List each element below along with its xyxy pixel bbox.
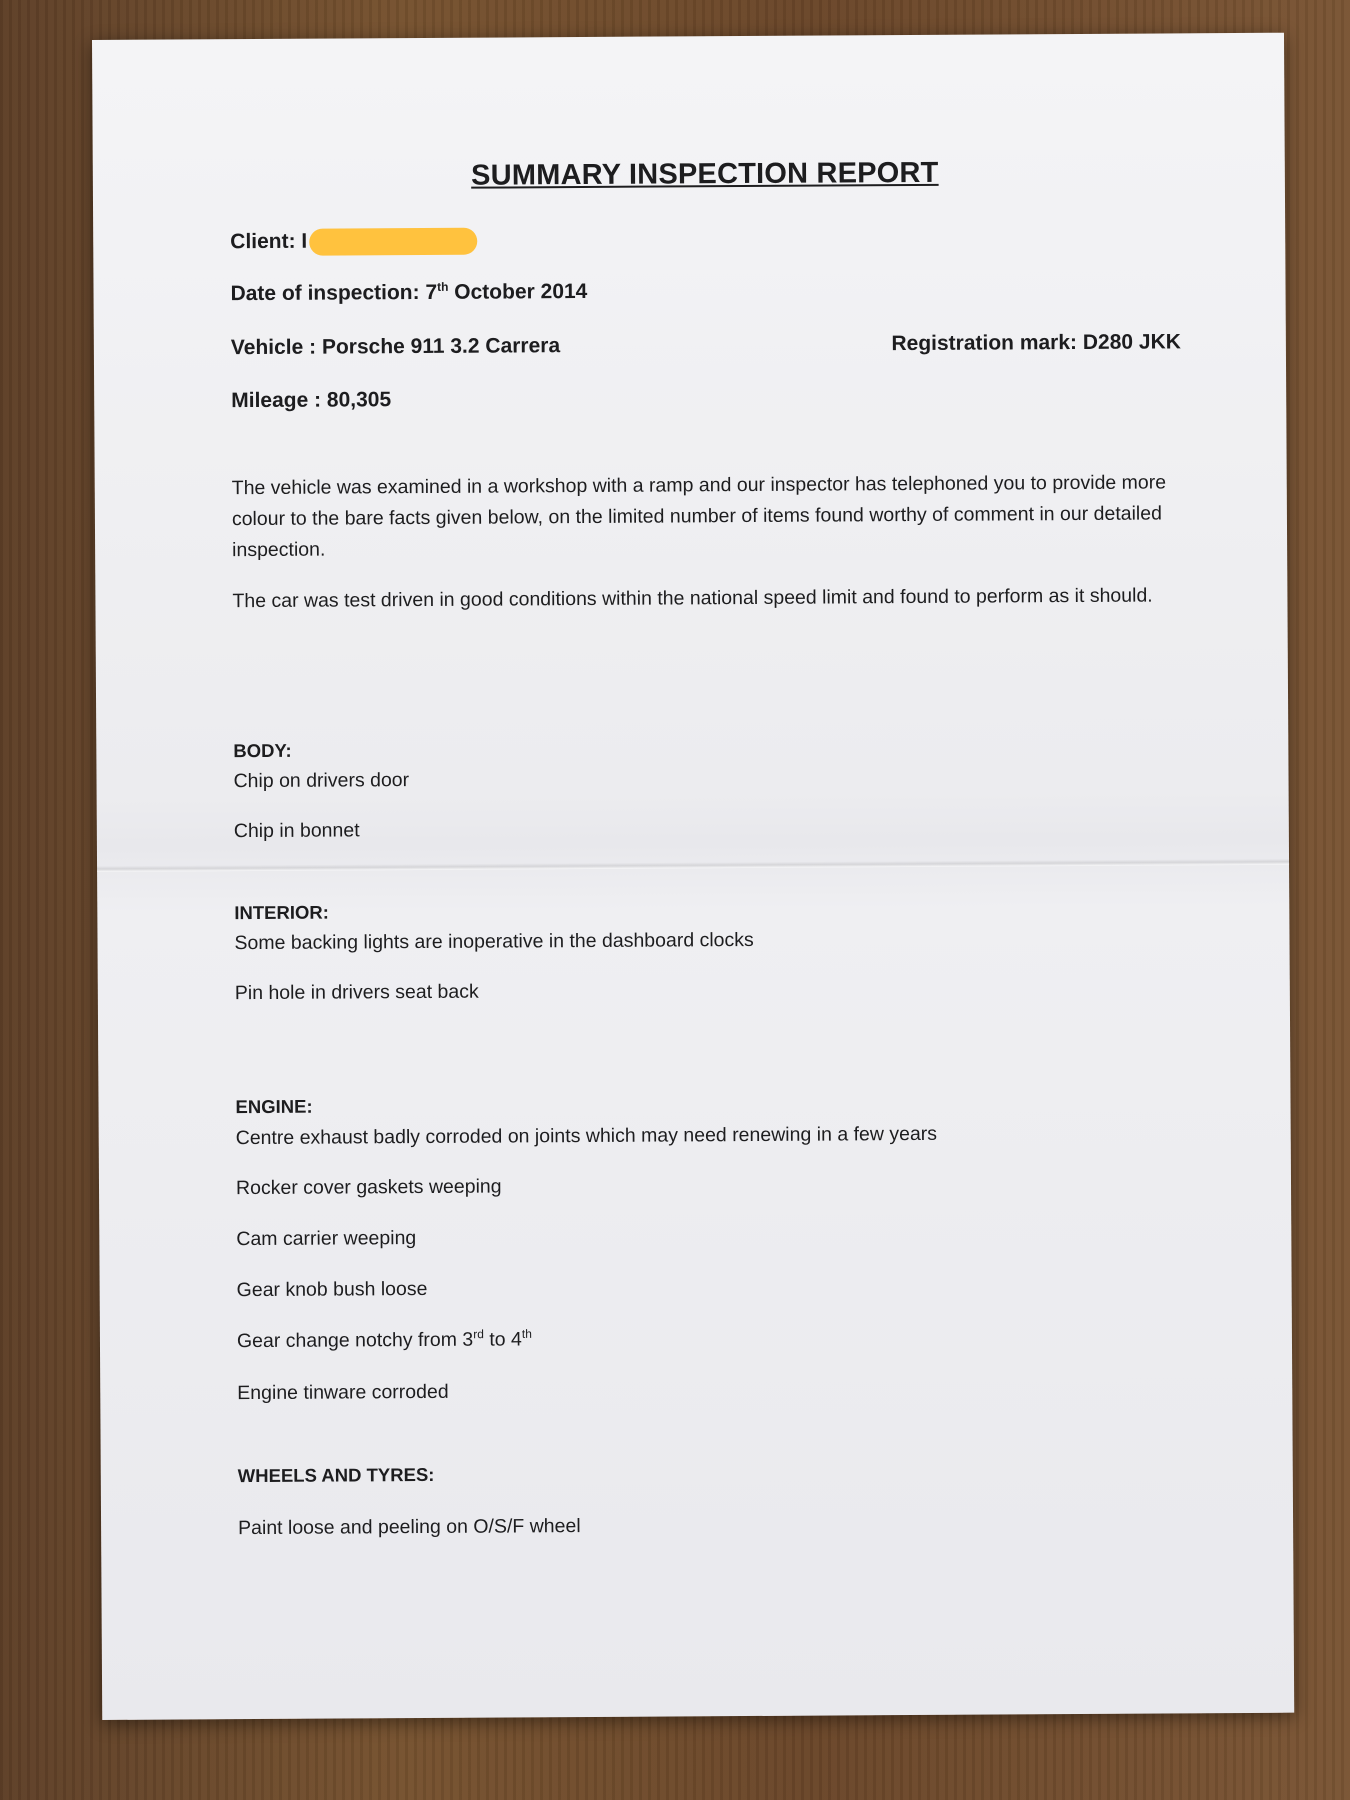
paper-fold — [97, 859, 1289, 872]
list-item: Some backing lights are inoperative in the dashboard clocks — [234, 928, 754, 955]
date-day-suffix: th — [437, 279, 449, 294]
section-heading-body: BODY: — [233, 739, 292, 762]
client-label: Client: I — [230, 229, 308, 254]
list-item: Rocker cover gaskets weeping — [235, 1175, 502, 1200]
test-drive-paragraph: The car was test driven in good conditions within the national speed limit and found to perform as it should. — [232, 584, 1153, 613]
section-heading-engine: ENGINE: — [235, 1095, 313, 1118]
client-field — [230, 228, 477, 257]
paper-sheet — [92, 33, 1294, 1720]
list-item: Gear knob bush loose — [236, 1277, 428, 1302]
report-content — [229, 33, 1181, 1540]
inspection-date-field — [230, 280, 587, 306]
list-item: Chip in bonnet — [233, 819, 360, 843]
gear-change-sup-th: th — [521, 1326, 532, 1341]
section-heading-wheels: WHEELS AND TYRES: — [237, 1463, 435, 1487]
vehicle-field: Vehicle : Porsche 911 3.2 Carrera — [230, 334, 561, 360]
list-item: Pin hole in drivers seat back — [234, 980, 479, 1005]
date-day: 7 — [425, 280, 438, 304]
registration-field: Registration mark: D280 JKK — [891, 330, 1181, 356]
section-heading-interior: INTERIOR: — [234, 901, 329, 924]
list-item: Paint loose and peeling on O/S/F wheel — [238, 1515, 581, 1540]
gear-change-sup-rd: rd — [473, 1327, 484, 1342]
report-title: SUMMARY INSPECTION REPORT — [471, 156, 939, 192]
list-item: Cam carrier weeping — [236, 1227, 417, 1251]
list-item: Centre exhaust badly corroded on joints which may need renewing in a few years — [235, 1122, 938, 1150]
list-item-gear-change — [237, 1328, 532, 1353]
list-item: Chip on drivers door — [233, 769, 410, 793]
gear-change-prefix: Gear change notchy from 3 — [236, 1328, 474, 1353]
intro-paragraph: The vehicle was examined in a workshop with a ramp and our inspector has telephoned you to provide more colour to the bare facts given below, on the limited number of items found worthy of comment in our detailed inspection. — [231, 471, 1167, 562]
redaction-mark — [309, 228, 477, 256]
date-rest: October 2014 — [448, 279, 588, 304]
mileage-field: Mileage : 80,305 — [231, 388, 392, 413]
date-label: Date of inspection: — [230, 280, 426, 306]
gear-change-middle: to 4 — [483, 1328, 522, 1351]
list-item: Engine tinware corroded — [237, 1380, 449, 1405]
